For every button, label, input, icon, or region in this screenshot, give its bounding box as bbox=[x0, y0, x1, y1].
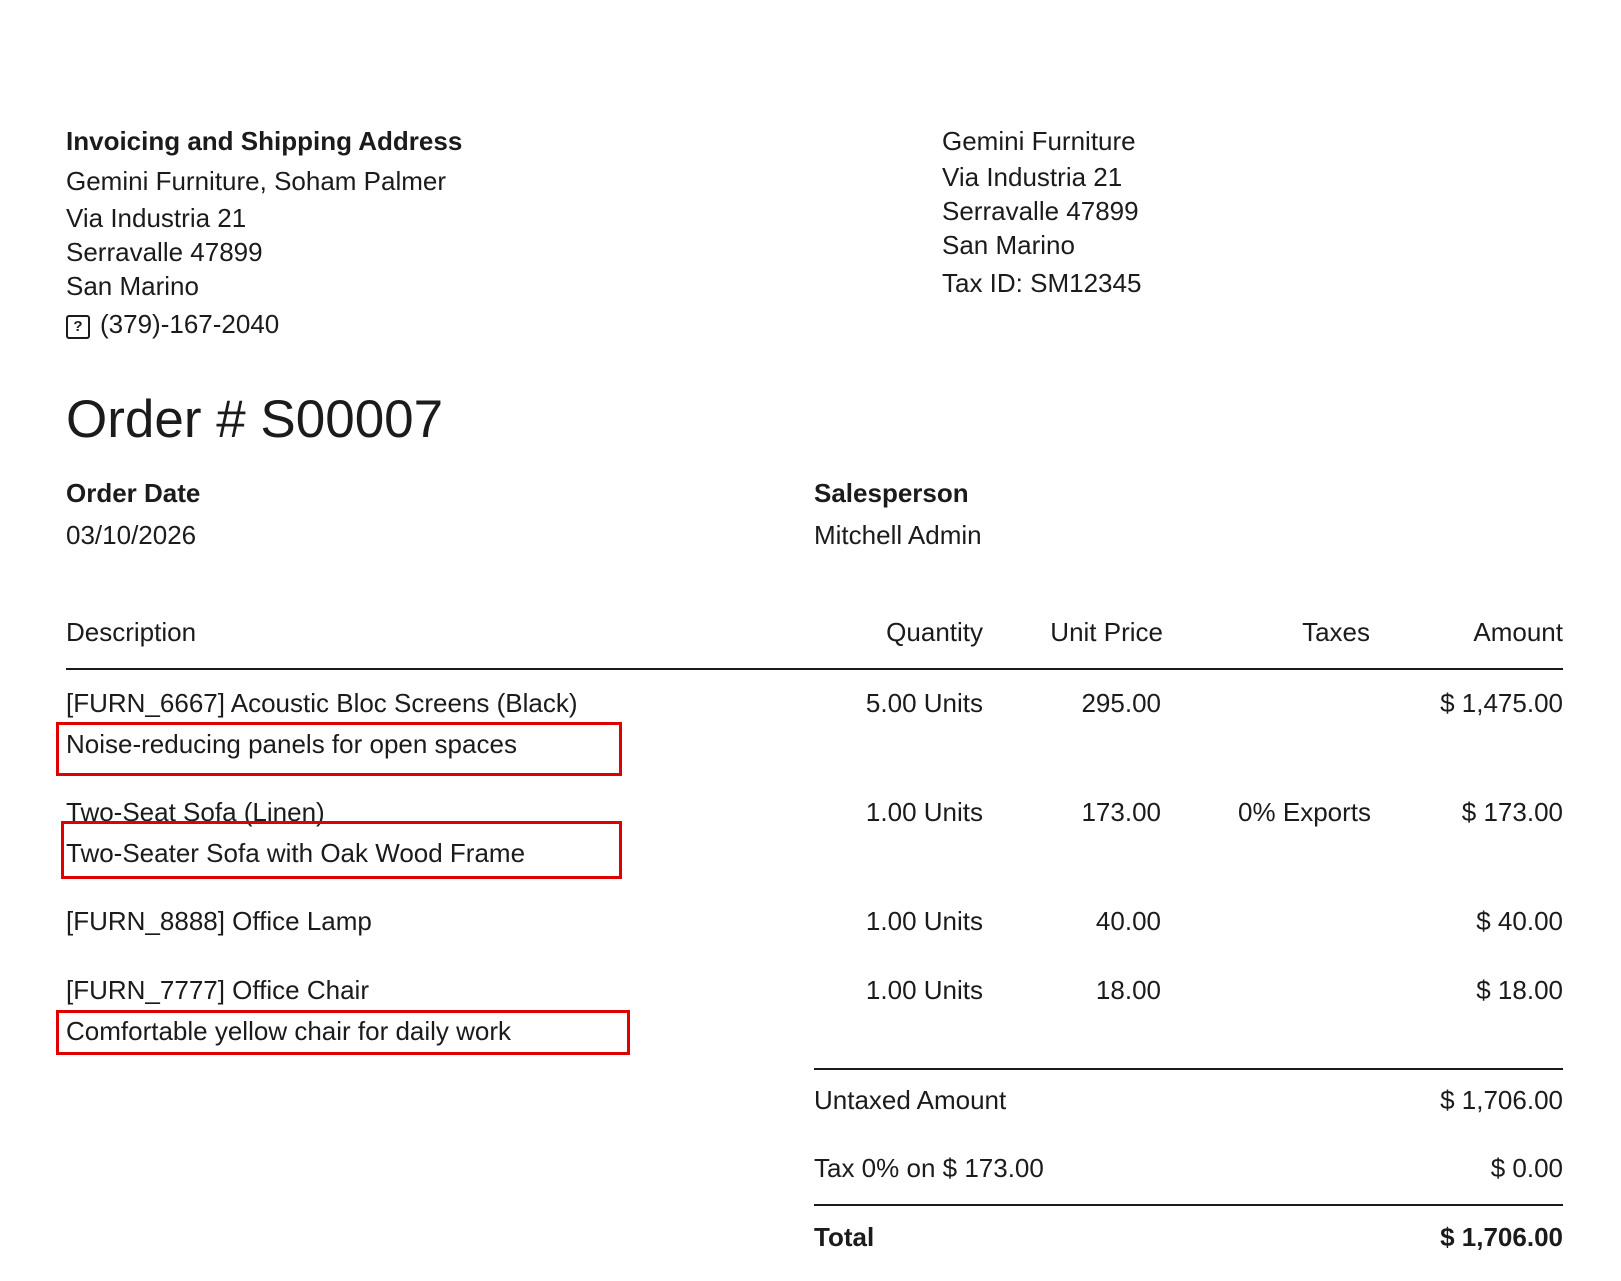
order-title: Order # S00007 bbox=[66, 390, 444, 449]
row-product: [FURN_8888] Office Lamp bbox=[66, 906, 372, 936]
order-date-label: Order Date bbox=[66, 478, 201, 508]
row-quantity: 1.00 Units bbox=[865, 975, 983, 1005]
address-phone bbox=[66, 309, 279, 340]
totals-bottom-divider bbox=[814, 1204, 1563, 1206]
salesperson-label: Salesperson bbox=[814, 478, 969, 508]
note-highlight-box bbox=[61, 821, 622, 879]
tax-label: Tax 0% on $ 173.00 bbox=[814, 1153, 1044, 1183]
phone-icon: ? bbox=[66, 315, 90, 339]
company-country: San Marino bbox=[942, 230, 1075, 260]
total-label: Total bbox=[814, 1222, 875, 1252]
address-line-street: Via Industria 21 bbox=[66, 203, 247, 233]
row-quantity: 1.00 Units bbox=[865, 906, 983, 936]
totals-top-divider bbox=[814, 1068, 1563, 1070]
note-highlight-box bbox=[56, 1010, 630, 1055]
row-product: [FURN_7777] Office Chair bbox=[66, 975, 369, 1005]
row-amount: $ 1,475.00 bbox=[1440, 688, 1563, 718]
address-line-country: San Marino bbox=[66, 271, 199, 301]
row-quantity: 1.00 Units bbox=[865, 797, 983, 827]
header-divider bbox=[66, 668, 1563, 670]
company-street: Via Industria 21 bbox=[942, 162, 1123, 192]
order-date-value: 03/10/2026 bbox=[66, 520, 197, 550]
row-note: Two-Seater Sofa with Oak Wood Frame bbox=[66, 838, 526, 868]
header-amount: Amount bbox=[1473, 617, 1563, 647]
address-line-city: Serravalle 47899 bbox=[66, 237, 263, 267]
address-line-name: Gemini Furniture, Soham Palmer bbox=[66, 166, 447, 196]
tax-value: $ 0.00 bbox=[1490, 1153, 1563, 1183]
note-highlight-box bbox=[56, 722, 622, 776]
row-quantity: 5.00 Units bbox=[865, 688, 983, 718]
header-description: Description bbox=[66, 617, 197, 647]
salesperson-value: Mitchell Admin bbox=[814, 520, 982, 550]
header-unit-price: Unit Price bbox=[1050, 617, 1163, 647]
row-amount: $ 40.00 bbox=[1476, 906, 1563, 936]
company-city: Serravalle 47899 bbox=[942, 196, 1139, 226]
row-amount: $ 18.00 bbox=[1476, 975, 1563, 1005]
phone-number: (379)-167-2040 bbox=[100, 309, 280, 339]
total-value: $ 1,706.00 bbox=[1440, 1222, 1563, 1252]
row-unit-price: 40.00 bbox=[1095, 906, 1161, 936]
row-unit-price: 173.00 bbox=[1081, 797, 1161, 827]
row-unit-price: 295.00 bbox=[1081, 688, 1161, 718]
row-taxes: 0% Exports bbox=[1238, 797, 1371, 827]
row-unit-price: 18.00 bbox=[1095, 975, 1161, 1005]
row-amount: $ 173.00 bbox=[1461, 797, 1563, 827]
row-note: Comfortable yellow chair for daily work bbox=[66, 1016, 512, 1046]
company-name: Gemini Furniture bbox=[942, 126, 1136, 156]
address-heading: Invoicing and Shipping Address bbox=[66, 126, 463, 156]
row-product: [FURN_6667] Acoustic Bloc Screens (Black) bbox=[66, 688, 578, 718]
untaxed-label: Untaxed Amount bbox=[814, 1085, 1007, 1115]
header-quantity: Quantity bbox=[886, 617, 983, 647]
untaxed-value: $ 1,706.00 bbox=[1440, 1085, 1563, 1115]
row-product: Two-Seat Sofa (Linen) bbox=[66, 797, 325, 827]
company-tax-id: Tax ID: SM12345 bbox=[942, 268, 1142, 298]
row-note: Noise-reducing panels for open spaces bbox=[66, 729, 517, 759]
header-taxes: Taxes bbox=[1302, 617, 1370, 647]
